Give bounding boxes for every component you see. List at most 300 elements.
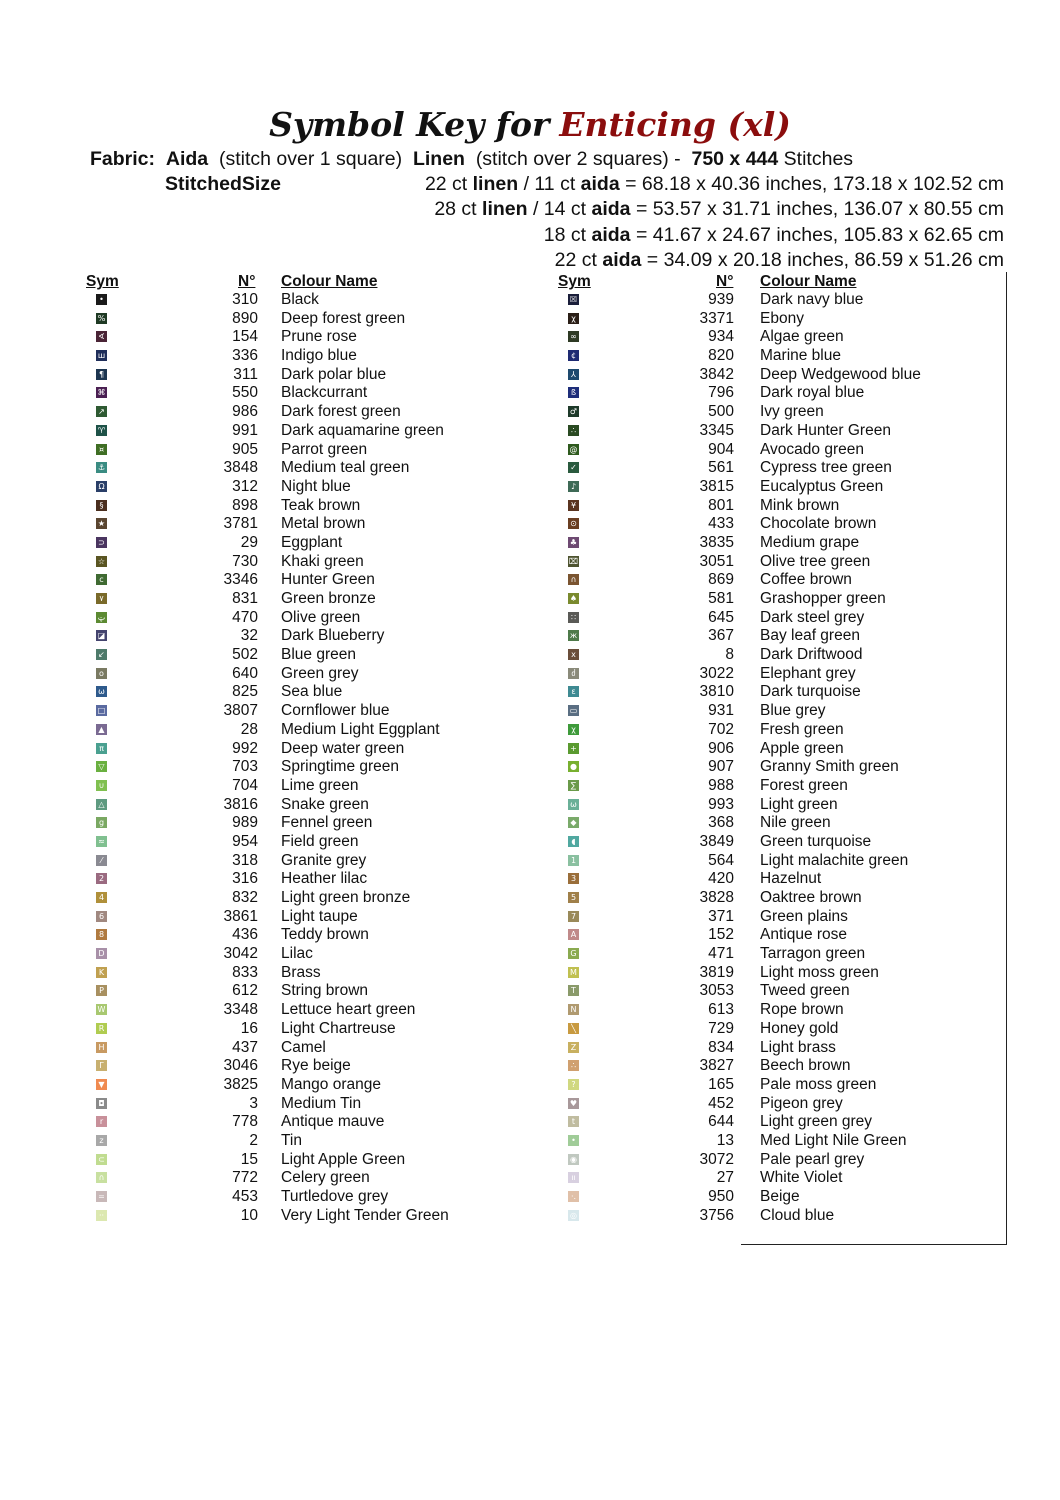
symbol-swatch-icon: ß <box>568 387 579 398</box>
thread-number: 3819 <box>699 963 734 981</box>
colour-name: Sea blue <box>281 683 343 701</box>
thread-number: 834 <box>708 1038 734 1056</box>
colour-name: Dark Driftwood <box>760 646 863 664</box>
colour-name: Rye beige <box>281 1057 351 1075</box>
thread-number: 3051 <box>699 552 734 570</box>
symbol-swatch-icon: ·· <box>96 1210 107 1221</box>
thread-number: 367 <box>708 627 734 645</box>
colour-name: Lime green <box>281 776 359 794</box>
colour-name: Beige <box>760 1188 800 1205</box>
fabric-linen-note: (stitch over 2 squares) - <box>475 148 681 170</box>
thread-number: 8 <box>725 646 734 664</box>
thread-number: 613 <box>708 1001 734 1019</box>
thread-number: 730 <box>232 552 258 570</box>
symbol-swatch-icon: 7 <box>568 911 579 922</box>
thread-number: 3042 <box>223 945 258 963</box>
symbol-swatch-icon: ◆ <box>568 817 579 828</box>
colour-name: Olive tree green <box>760 552 871 570</box>
symbol-swatch-icon: ·. <box>568 1191 579 1202</box>
colour-name: Forest green <box>760 776 848 794</box>
fabric-linen: Linen <box>412 148 465 170</box>
colour-name: Prune rose <box>281 328 357 346</box>
page-title <box>0 103 1060 147</box>
thread-number: 3827 <box>699 1057 734 1075</box>
thread-number: 993 <box>708 795 734 813</box>
colour-name: Fennel green <box>281 814 373 832</box>
colour-name: Deep forest green <box>281 309 406 327</box>
symbol-swatch-icon: 1 <box>568 855 579 866</box>
thread-number: 581 <box>708 590 734 607</box>
symbol-swatch-icon: ≈ <box>96 836 107 847</box>
thread-number: 3046 <box>223 1057 258 1075</box>
colour-name: Dark aquamarine green <box>281 421 444 439</box>
thread-number: 832 <box>232 889 258 906</box>
symbol-swatch-icon: = <box>96 1191 107 1202</box>
colour-name: Cornflower blue <box>281 702 390 720</box>
symbol-swatch-icon: ☆ <box>97 556 106 566</box>
colour-name: Granite grey <box>281 851 367 869</box>
symbol-swatch-icon: ∑ <box>568 780 579 791</box>
thread-number: 15 <box>240 1150 258 1168</box>
thread-number: 3816 <box>223 795 258 813</box>
thread-number: 3825 <box>223 1075 258 1093</box>
symbol-swatch-icon: ♪ <box>568 481 579 492</box>
stitched-size-line: 22 ct linen / 11 ct aida = 68.18 x 40.36 inches, 173.18 x 102.52 cm <box>424 173 1004 195</box>
thread-number: 703 <box>232 758 258 776</box>
symbol-swatch-icon: ▽ <box>96 761 107 772</box>
colour-name: Teddy brown <box>281 926 369 944</box>
colour-name: Light malachite green <box>760 851 909 869</box>
colour-name: Medium grape <box>760 533 860 551</box>
symbol-swatch-icon: g <box>96 817 107 828</box>
thread-number: 312 <box>232 477 258 495</box>
thread-number: 950 <box>708 1188 734 1205</box>
symbol-swatch-icon: 6 <box>96 911 107 922</box>
symbol-swatch-icon: ټ <box>97 612 106 622</box>
thread-number: 3815 <box>699 477 734 495</box>
colour-name: Indigo blue <box>281 347 357 365</box>
thread-number: 989 <box>232 814 258 832</box>
colour-name: Parrot green <box>281 440 368 458</box>
thread-number: 939 <box>708 291 734 308</box>
symbol-swatch-icon: ↙ <box>96 649 107 660</box>
symbol-swatch-icon: ¤ <box>96 444 107 455</box>
stitched-size-label: StitchedSize <box>165 173 281 195</box>
symbol-swatch-icon: Z <box>568 1042 579 1053</box>
symbol-swatch-icon: c <box>96 574 107 585</box>
thread-number: 906 <box>708 739 734 757</box>
symbol-swatch-icon: ∪ <box>96 780 107 791</box>
colour-name: Light brass <box>760 1038 836 1056</box>
symbol-swatch-icon: H <box>96 1042 107 1053</box>
symbol-swatch-icon: @ <box>569 444 578 454</box>
thread-number: 27 <box>716 1169 734 1187</box>
thread-number: 470 <box>232 608 258 626</box>
symbol-swatch-icon: R <box>96 1023 107 1034</box>
thread-number: 801 <box>708 496 734 514</box>
thread-number: 890 <box>232 309 258 327</box>
header-sym-right: Sym <box>558 273 591 290</box>
symbol-swatch-icon: ☒ <box>569 295 578 304</box>
colour-name: Avocado green <box>760 440 864 458</box>
colour-name: Eucalyptus Green <box>760 477 884 495</box>
colour-name: Blackcurrant <box>281 384 368 402</box>
symbol-swatch-icon: ◘ <box>96 1098 107 1109</box>
symbol-swatch-icon: ⌧ <box>568 556 579 566</box>
colour-name: Honey gold <box>760 1019 839 1037</box>
symbol-swatch-icon: t <box>568 1116 579 1127</box>
thread-number: 898 <box>232 496 258 514</box>
thread-number: 371 <box>708 907 734 925</box>
thread-number: 3828 <box>699 889 734 906</box>
colour-name: Hunter Green <box>281 571 375 589</box>
colour-name: Lilac <box>281 945 313 963</box>
thread-number: 316 <box>232 870 258 888</box>
colour-name: Apple green <box>760 739 844 757</box>
colour-name: Light green bronze <box>281 889 411 906</box>
thread-number: 825 <box>232 683 258 701</box>
symbol-swatch-icon: 3 <box>568 873 579 884</box>
colour-name: Granny Smith green <box>760 758 899 776</box>
symbol-swatch-icon: 5 <box>568 892 579 903</box>
colour-name: Algae green <box>760 328 844 346</box>
colour-name: Tarragon green <box>760 945 866 963</box>
symbol-swatch-icon: ⚓ <box>97 463 106 473</box>
thread-number: 3861 <box>223 907 258 925</box>
symbol-swatch-icon: • <box>96 294 107 305</box>
colour-name: Dark royal blue <box>760 384 865 402</box>
symbol-swatch-icon: ▼ <box>96 1079 107 1090</box>
symbol-swatch-icon: ⌘ <box>97 388 106 398</box>
colour-name: Dark polar blue <box>281 365 387 383</box>
symbol-swatch-icon: ▲ <box>96 724 107 735</box>
symbol-swatch-icon: ω <box>568 799 579 810</box>
thread-number: 704 <box>232 776 258 794</box>
colour-name: String brown <box>281 982 369 1000</box>
colour-name: Heather lilac <box>281 870 368 888</box>
symbol-swatch-icon: § <box>96 500 107 511</box>
thread-number: 437 <box>232 1038 258 1056</box>
symbol-swatch-icon: ♠ <box>569 594 578 603</box>
colour-name: Pigeon grey <box>760 1094 843 1112</box>
thread-number: 561 <box>708 459 734 477</box>
colour-name: Medium teal green <box>281 459 410 477</box>
colour-name: Dark forest green <box>281 403 401 421</box>
symbol-swatch-icon: χ <box>568 313 579 324</box>
header-num-left: N° <box>238 273 256 290</box>
thread-number: 645 <box>708 608 734 626</box>
colour-name: Field green <box>281 832 359 850</box>
colour-name: Medium Light Eggplant <box>281 720 440 738</box>
colour-name: Dark Hunter Green <box>760 421 891 439</box>
symbol-swatch-icon: ◖ <box>568 836 579 847</box>
colour-name: Elephant grey <box>760 664 856 682</box>
thread-number: 3849 <box>699 832 734 850</box>
symbol-swatch-icon: ∞ <box>568 331 579 342</box>
thread-number: 550 <box>232 384 258 402</box>
thread-number: 3345 <box>699 421 734 439</box>
thread-number: 3842 <box>699 365 734 383</box>
thread-number: 3 <box>249 1094 258 1112</box>
thread-number: 436 <box>232 926 258 944</box>
symbol-swatch-icon: Γ <box>96 1060 107 1071</box>
colour-name: Antique rose <box>760 926 848 944</box>
symbol-swatch-icon: % <box>97 313 106 323</box>
fabric-aida: Aida <box>165 148 209 170</box>
symbol-swatch-icon: □ <box>97 706 106 716</box>
colour-name: Fresh green <box>760 720 844 738</box>
thread-number: 32 <box>240 627 258 645</box>
symbol-swatch-icon: ٧ <box>96 593 107 604</box>
colour-name: White Violet <box>760 1169 843 1187</box>
colour-name: Turtledove grey <box>281 1188 389 1205</box>
thread-number: 904 <box>708 440 734 458</box>
thread-number: 3848 <box>223 459 258 477</box>
symbol-swatch-icon: Ω <box>96 481 107 492</box>
thread-number: 702 <box>708 720 734 738</box>
colour-name: Camel <box>281 1038 326 1056</box>
stitched-size-line: 28 ct linen / 14 ct aida = 53.57 x 31.71 inches, 136.07 x 80.55 cm <box>434 198 1004 220</box>
fabric-stitches-word: Stitches <box>783 148 854 170</box>
colour-name: Olive green <box>281 608 361 626</box>
colour-name: Ivy green <box>760 403 824 421</box>
colour-name: Cypress tree green <box>760 459 892 477</box>
symbol-swatch-icon: ● <box>568 761 579 772</box>
symbol-swatch-icon: ⊂ <box>96 1154 107 1165</box>
colour-name: Dark Blueberry <box>281 627 385 645</box>
colour-name: Khaki green <box>281 552 364 570</box>
thread-number: 28 <box>240 720 258 738</box>
colour-name: Mink brown <box>760 496 840 514</box>
symbol-swatch-icon: △ <box>96 799 107 810</box>
thread-number: 433 <box>708 515 734 533</box>
colour-name: Eggplant <box>281 533 343 551</box>
colour-name: Pale moss green <box>760 1075 877 1093</box>
symbol-swatch-icon: K <box>96 967 107 978</box>
colour-name: Chocolate brown <box>760 515 877 533</box>
symbol-swatch-icon: + <box>568 743 579 754</box>
thread-number: 318 <box>232 851 258 869</box>
colour-name: Bay leaf green <box>760 627 860 645</box>
colour-name: Green grey <box>281 664 359 682</box>
thread-number: 820 <box>708 347 734 365</box>
colour-name: Blue grey <box>760 702 826 720</box>
symbol-swatch-icon: ╲ <box>568 1023 579 1034</box>
colour-name: Ebony <box>760 309 804 327</box>
symbol-swatch-icon: ∴ <box>568 1060 579 1071</box>
symbol-swatch-icon: M <box>568 967 579 978</box>
symbol-swatch-icon: T <box>568 985 579 996</box>
thread-number: 3346 <box>223 571 258 589</box>
colour-name: Teak brown <box>281 496 361 514</box>
thread-number: 640 <box>232 664 258 682</box>
thread-number: 992 <box>232 739 258 757</box>
symbol-swatch-icon: G <box>568 948 579 959</box>
symbol-swatch-icon: ✓ <box>568 462 579 473</box>
thread-number: 564 <box>708 851 734 869</box>
symbol-swatch-icon: ш <box>97 351 106 361</box>
symbol-swatch-icon: χ <box>568 724 579 735</box>
thread-number: 772 <box>232 1169 258 1187</box>
colour-name: Coffee brown <box>760 571 852 589</box>
colour-name: Medium Tin <box>281 1094 362 1112</box>
colour-name: Green plains <box>760 907 848 925</box>
thread-number: 2 <box>249 1131 258 1149</box>
thread-number: 420 <box>708 870 734 888</box>
fabric-stitch-count: 750 x 444 <box>691 148 779 170</box>
colour-name: Oaktree brown <box>760 889 862 906</box>
thread-number: 502 <box>232 646 258 664</box>
symbol-swatch-icon: ♥ <box>569 1098 578 1108</box>
symbol-swatch-icon: P <box>96 985 107 996</box>
symbol-swatch-icon: ◉ <box>568 1154 579 1165</box>
fabric-line <box>90 147 853 171</box>
symbol-swatch-icon: ∩ <box>568 574 579 585</box>
thread-number: 833 <box>232 963 258 981</box>
colour-name: Grashopper green <box>760 590 886 607</box>
symbol-swatch-icon: ıı <box>568 1172 579 1183</box>
stitched-size-line: 18 ct aida = 41.67 x 24.67 inches, 105.83 x 62.65 cm <box>543 224 1004 246</box>
colour-name: Dark navy blue <box>760 291 864 308</box>
thread-number: 453 <box>232 1188 258 1205</box>
colour-name: Deep Wedgewood blue <box>760 365 921 383</box>
symbol-swatch-icon: π <box>96 743 107 754</box>
thread-number: 154 <box>232 328 258 346</box>
colour-name: Black <box>281 291 319 308</box>
colour-name: Light moss green <box>760 963 879 981</box>
colour-name: Green bronze <box>281 590 376 607</box>
symbol-swatch-icon: ∷ <box>568 612 579 623</box>
symbol-swatch-icon: ∢ <box>96 331 107 342</box>
colour-name: Very Light Tender Green <box>281 1206 449 1224</box>
colour-name: Night blue <box>281 477 351 495</box>
thread-number: 831 <box>232 590 258 607</box>
symbol-swatch-icon: W <box>97 1005 106 1015</box>
colour-name: Light green <box>760 795 838 813</box>
symbol-swatch-icon: x <box>568 649 579 660</box>
colour-name: Light Chartreuse <box>281 1019 396 1037</box>
symbol-swatch-icon: ¢ <box>568 350 579 361</box>
thread-number: 905 <box>232 440 258 458</box>
thread-number: 3756 <box>699 1206 734 1224</box>
symbol-swatch-icon: ⁄ <box>96 855 107 866</box>
fabric-label: Fabric: <box>90 148 156 170</box>
thread-number: 907 <box>708 758 734 776</box>
colour-name: Celery green <box>281 1169 370 1187</box>
thread-number: 29 <box>240 533 258 551</box>
thread-number: 3022 <box>699 664 734 682</box>
symbol-swatch-icon: ძ <box>568 668 579 679</box>
thread-number: 16 <box>240 1019 258 1037</box>
colour-name: Light taupe <box>281 907 358 925</box>
symbol-swatch-icon: ♣ <box>569 537 578 547</box>
symbol-swatch-icon: ж <box>569 631 578 641</box>
colour-name: Antique mauve <box>281 1113 385 1131</box>
colour-name: Hazelnut <box>760 870 822 888</box>
colour-name: Mango orange <box>281 1075 381 1093</box>
thread-number: 3807 <box>223 702 258 720</box>
header-name-left: Colour Name <box>281 273 378 290</box>
table-border-right <box>1006 272 1007 1244</box>
table-border-bottom <box>741 1244 1007 1245</box>
colour-name: Rope brown <box>760 1001 844 1019</box>
thread-number: 954 <box>232 832 258 850</box>
colour-name: Blue green <box>281 646 356 664</box>
thread-number: 988 <box>708 776 734 794</box>
header-name-right: Colour Name <box>760 273 857 290</box>
thread-number: 152 <box>708 926 734 944</box>
symbol-swatch-icon: A <box>568 929 579 940</box>
stitched-size-line: 22 ct aida = 34.09 x 20.18 inches, 86.59 x 51.26 cm <box>554 249 1004 271</box>
colour-name: Metal brown <box>281 515 366 533</box>
colour-name: Light Apple Green <box>281 1150 406 1168</box>
thread-number: 311 <box>233 365 258 383</box>
symbol-swatch-icon: ε <box>568 686 579 697</box>
symbol-swatch-icon: N <box>568 1004 579 1015</box>
colour-name: Tin <box>281 1131 302 1149</box>
title-prefix: Symbol Key for <box>269 105 550 144</box>
thread-number: 729 <box>708 1019 734 1037</box>
symbol-swatch-icon: ⅄ <box>568 369 579 380</box>
colour-name: Green turquoise <box>760 832 872 850</box>
symbol-swatch-icon: ♂ <box>569 407 578 417</box>
header-sym-left: Sym <box>86 273 119 290</box>
symbol-swatch-icon: ◎ <box>568 1210 579 1221</box>
header-num-right: N° <box>716 273 734 290</box>
thread-number: 991 <box>232 421 258 439</box>
thread-number: 452 <box>708 1094 734 1112</box>
symbol-swatch-icon: ⊙ <box>568 518 579 529</box>
colour-name: Deep water green <box>281 739 405 757</box>
thread-number: 869 <box>708 571 734 589</box>
symbol-swatch-icon: ↗ <box>96 406 107 417</box>
symbol-swatch-icon: ∩ <box>96 1172 107 1183</box>
thread-number: 336 <box>232 347 258 365</box>
colour-name: Beech brown <box>760 1057 851 1075</box>
colour-name: Snake green <box>281 795 369 813</box>
symbol-swatch-icon: ? <box>568 1079 579 1090</box>
symbol-swatch-icon: ♈ <box>97 425 106 435</box>
symbol-swatch-icon: ¶ <box>96 369 107 380</box>
thread-number: 3835 <box>699 533 734 551</box>
symbol-swatch-icon: ★ <box>97 519 106 529</box>
thread-number: 612 <box>232 982 258 1000</box>
symbol-swatch-icon: 4 <box>96 892 107 903</box>
thread-number: 986 <box>232 403 258 421</box>
thread-number: 13 <box>716 1131 734 1149</box>
colour-name: Springtime green <box>281 758 400 776</box>
thread-number: 3072 <box>699 1150 734 1168</box>
thread-number: 3371 <box>699 309 734 327</box>
thread-number: 3810 <box>699 683 734 701</box>
colour-name: Light green grey <box>760 1113 873 1131</box>
thread-number: 471 <box>708 945 734 963</box>
symbol-swatch-icon: 8 <box>96 929 107 940</box>
symbol-swatch-icon: 2 <box>96 873 107 884</box>
symbol-swatch-icon: o <box>96 668 107 679</box>
title-pattern-name: Enticing (xl) <box>559 105 791 144</box>
symbol-swatch-icon: ¥ <box>568 500 579 511</box>
thread-number: 500 <box>708 403 734 421</box>
thread-number: 3053 <box>699 982 734 1000</box>
symbol-swatch-icon: z <box>96 1135 107 1146</box>
colour-name: Dark turquoise <box>760 683 861 701</box>
colour-name: Tweed green <box>760 982 850 1000</box>
thread-number: 796 <box>708 384 734 402</box>
symbol-swatch-icon: • <box>568 1135 579 1146</box>
colour-name: Pale pearl grey <box>760 1150 865 1168</box>
thread-number: 165 <box>708 1075 734 1093</box>
